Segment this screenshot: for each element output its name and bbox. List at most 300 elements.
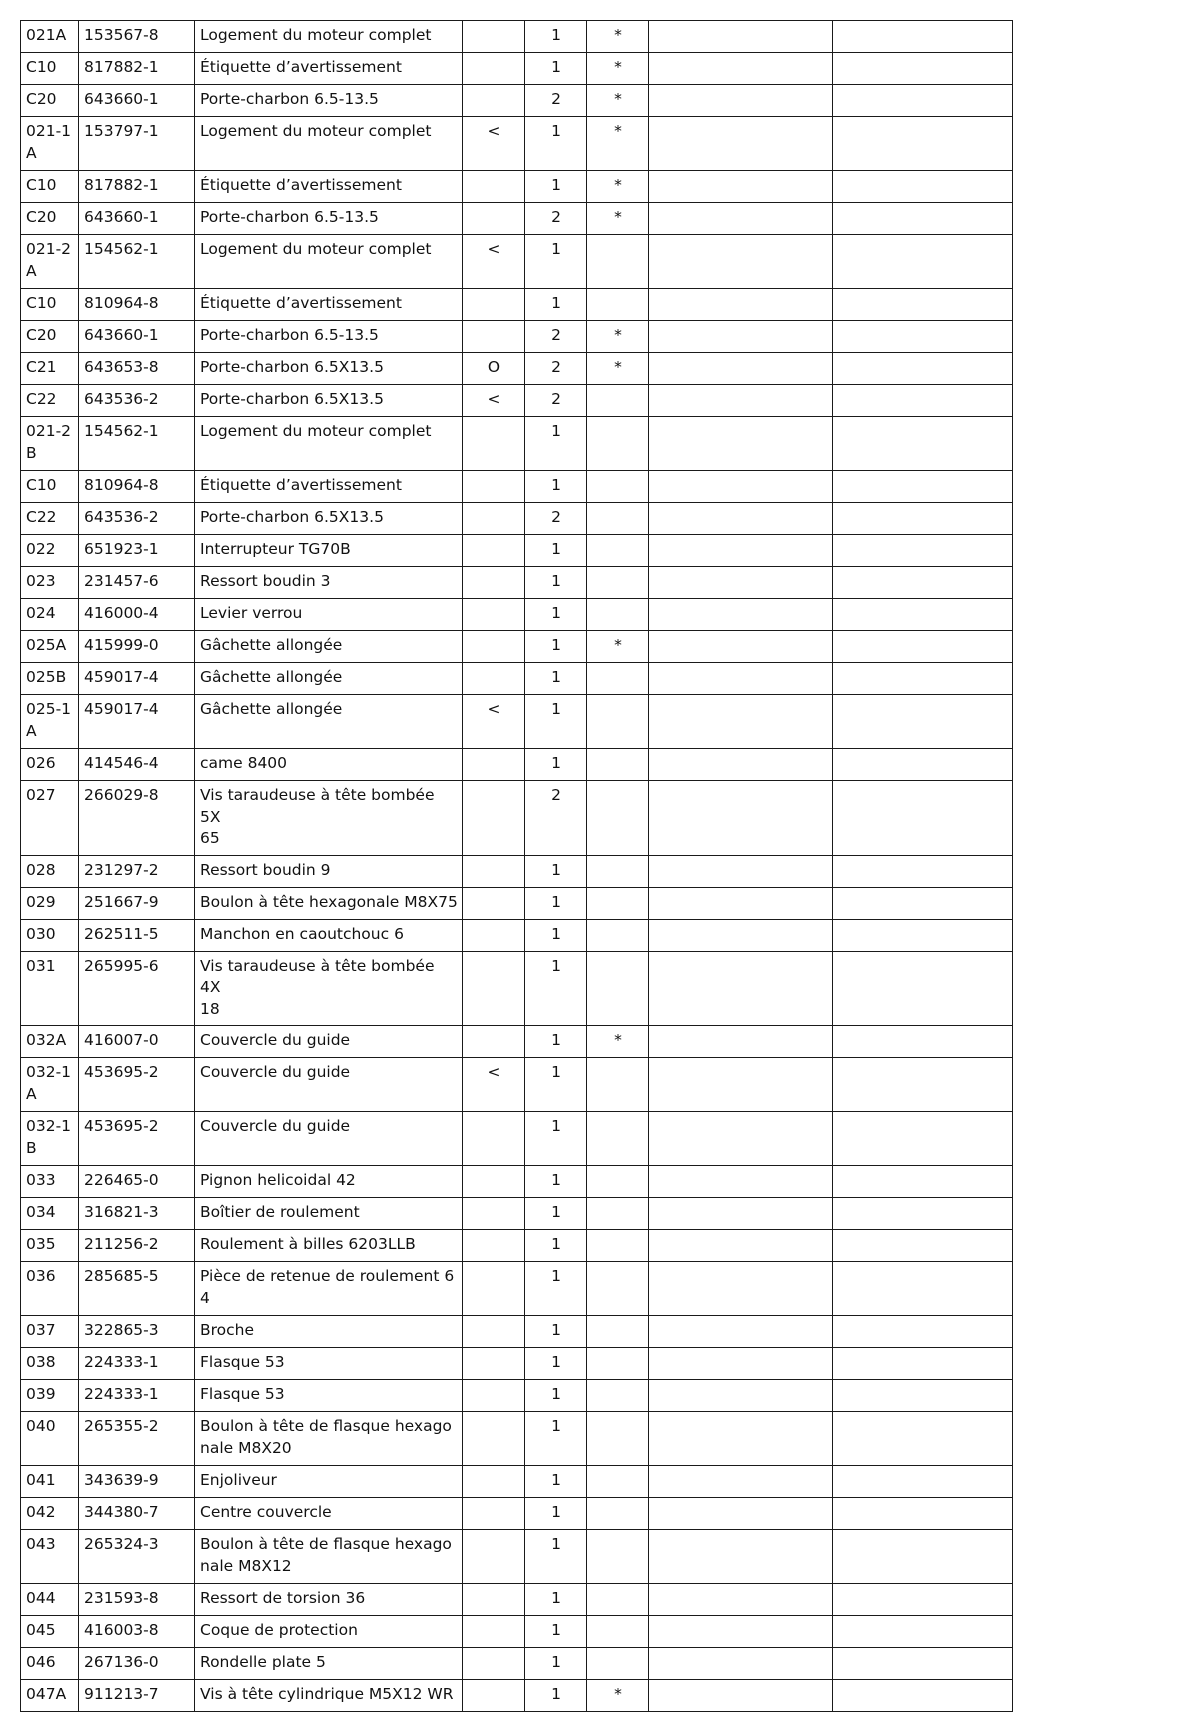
part-number-cell: 343639-9 [79, 1466, 195, 1498]
quantity-cell: 1 [525, 1616, 587, 1648]
empty-cell [649, 503, 833, 535]
note-cell [463, 1198, 525, 1230]
mark-cell [587, 749, 649, 781]
empty-cell [833, 887, 1013, 919]
empty-cell [833, 1584, 1013, 1616]
item-number-cell: 032-1 A [21, 1058, 79, 1112]
empty-cell [833, 535, 1013, 567]
table-row [21, 951, 1013, 1026]
empty-cell [833, 385, 1013, 417]
part-number-cell: 265355-2 [79, 1412, 195, 1466]
note-cell [463, 1680, 525, 1712]
empty-cell [833, 53, 1013, 85]
empty-cell [649, 171, 833, 203]
description-cell: Pièce de retenue de roulement 6 4 [195, 1262, 463, 1316]
table-row [21, 353, 1013, 385]
empty-cell [833, 855, 1013, 887]
empty-cell [833, 289, 1013, 321]
parts-table-body [21, 21, 1013, 1712]
empty-cell [833, 1680, 1013, 1712]
description-cell: Logement du moteur complet [195, 417, 463, 471]
empty-cell [833, 1112, 1013, 1166]
item-number-cell: 043 [21, 1530, 79, 1584]
empty-cell [833, 781, 1013, 856]
quantity-cell: 2 [525, 321, 587, 353]
item-number-cell: 025A [21, 631, 79, 663]
quantity-cell: 1 [525, 1348, 587, 1380]
empty-cell [649, 385, 833, 417]
note-cell [463, 1530, 525, 1584]
mark-cell [587, 471, 649, 503]
item-number-cell: C20 [21, 203, 79, 235]
table-row [21, 663, 1013, 695]
part-number-cell: 643536-2 [79, 385, 195, 417]
empty-cell [649, 1230, 833, 1262]
part-number-cell: 651923-1 [79, 535, 195, 567]
item-number-cell: 021A [21, 21, 79, 53]
part-number-cell: 453695-2 [79, 1058, 195, 1112]
description-cell: Vis taraudeuse à tête bombée 5X 65 [195, 781, 463, 856]
empty-cell [833, 203, 1013, 235]
part-number-cell: 224333-1 [79, 1348, 195, 1380]
mark-cell [587, 1112, 649, 1166]
mark-cell [587, 289, 649, 321]
item-number-cell: 035 [21, 1230, 79, 1262]
mark-cell [587, 1166, 649, 1198]
item-number-cell: 042 [21, 1498, 79, 1530]
mark-cell [587, 1058, 649, 1112]
table-row [21, 503, 1013, 535]
table-row [21, 1648, 1013, 1680]
description-cell: Boulon à tête hexagonale M8X75 [195, 887, 463, 919]
empty-cell [833, 235, 1013, 289]
note-cell [463, 1112, 525, 1166]
description-cell: Ressort boudin 3 [195, 567, 463, 599]
empty-cell [833, 631, 1013, 663]
note-cell [463, 21, 525, 53]
description-cell: Étiquette d’avertissement [195, 471, 463, 503]
note-cell [463, 321, 525, 353]
empty-cell [833, 1616, 1013, 1648]
description-cell: Enjoliveur [195, 1466, 463, 1498]
item-number-cell: 046 [21, 1648, 79, 1680]
empty-cell [649, 1466, 833, 1498]
part-number-cell: 817882-1 [79, 53, 195, 85]
mark-cell [587, 1616, 649, 1648]
empty-cell [649, 289, 833, 321]
table-row [21, 21, 1013, 53]
empty-cell [649, 353, 833, 385]
mark-cell: * [587, 21, 649, 53]
description-cell: Porte-charbon 6.5-13.5 [195, 321, 463, 353]
empty-cell [833, 21, 1013, 53]
note-cell [463, 1026, 525, 1058]
mark-cell [587, 1316, 649, 1348]
empty-cell [649, 1316, 833, 1348]
table-row [21, 321, 1013, 353]
note-cell [463, 919, 525, 951]
part-number-cell: 262511-5 [79, 919, 195, 951]
table-row [21, 567, 1013, 599]
item-number-cell: 033 [21, 1166, 79, 1198]
empty-cell [649, 1498, 833, 1530]
quantity-cell: 1 [525, 21, 587, 53]
quantity-cell: 1 [525, 417, 587, 471]
description-cell: Boulon à tête de flasque hexago nale M8X20 [195, 1412, 463, 1466]
empty-cell [649, 781, 833, 856]
quantity-cell: 1 [525, 663, 587, 695]
item-number-cell: 040 [21, 1412, 79, 1466]
empty-cell [833, 1026, 1013, 1058]
part-number-cell: 416000-4 [79, 599, 195, 631]
mark-cell [587, 1230, 649, 1262]
mark-cell [587, 1348, 649, 1380]
quantity-cell: 1 [525, 1198, 587, 1230]
table-row [21, 53, 1013, 85]
item-number-cell: 025-1 A [21, 695, 79, 749]
table-row [21, 171, 1013, 203]
item-number-cell: 021-2 A [21, 235, 79, 289]
note-cell [463, 887, 525, 919]
empty-cell [833, 663, 1013, 695]
part-number-cell: 231593-8 [79, 1584, 195, 1616]
note-cell [463, 599, 525, 631]
mark-cell: * [587, 203, 649, 235]
empty-cell [833, 749, 1013, 781]
note-cell [463, 171, 525, 203]
empty-cell [833, 1530, 1013, 1584]
quantity-cell: 1 [525, 1648, 587, 1680]
note-cell [463, 1230, 525, 1262]
description-cell: Logement du moteur complet [195, 235, 463, 289]
table-row [21, 1058, 1013, 1112]
empty-cell [649, 1616, 833, 1648]
empty-cell [833, 1380, 1013, 1412]
description-cell: Broche [195, 1316, 463, 1348]
quantity-cell: 1 [525, 1530, 587, 1584]
empty-cell [833, 919, 1013, 951]
empty-cell [833, 1166, 1013, 1198]
empty-cell [649, 1648, 833, 1680]
part-number-cell: 153567-8 [79, 21, 195, 53]
quantity-cell: 2 [525, 385, 587, 417]
table-row [21, 1680, 1013, 1712]
quantity-cell: 1 [525, 1112, 587, 1166]
empty-cell [649, 117, 833, 171]
table-row [21, 1498, 1013, 1530]
quantity-cell: 1 [525, 1026, 587, 1058]
item-number-cell: C22 [21, 385, 79, 417]
description-cell: Porte-charbon 6.5X13.5 [195, 385, 463, 417]
description-cell: Levier verrou [195, 599, 463, 631]
item-number-cell: 025B [21, 663, 79, 695]
quantity-cell: 1 [525, 235, 587, 289]
mark-cell [587, 535, 649, 567]
mark-cell [587, 1648, 649, 1680]
quantity-cell: 1 [525, 919, 587, 951]
empty-cell [833, 1498, 1013, 1530]
description-cell: Vis à tête cylindrique M5X12 WR [195, 1680, 463, 1712]
empty-cell [649, 951, 833, 1026]
description-cell: Gâchette allongée [195, 631, 463, 663]
table-row [21, 631, 1013, 663]
item-number-cell: C20 [21, 321, 79, 353]
empty-cell [833, 695, 1013, 749]
part-number-cell: 810964-8 [79, 289, 195, 321]
item-number-cell: 034 [21, 1198, 79, 1230]
mark-cell: * [587, 117, 649, 171]
empty-cell [833, 1348, 1013, 1380]
description-cell: Pignon helicoidal 42 [195, 1166, 463, 1198]
part-number-cell: 817882-1 [79, 171, 195, 203]
empty-cell [649, 417, 833, 471]
empty-cell [833, 171, 1013, 203]
item-number-cell: 021-2 B [21, 417, 79, 471]
empty-cell [833, 1198, 1013, 1230]
part-number-cell: 911213-7 [79, 1680, 195, 1712]
note-cell [463, 1498, 525, 1530]
part-number-cell: 154562-1 [79, 235, 195, 289]
quantity-cell: 1 [525, 1680, 587, 1712]
description-cell: Vis taraudeuse à tête bombée 4X 18 [195, 951, 463, 1026]
empty-cell [649, 235, 833, 289]
quantity-cell: 2 [525, 85, 587, 117]
description-cell: Manchon en caoutchouc 6 [195, 919, 463, 951]
item-number-cell: C10 [21, 53, 79, 85]
quantity-cell: 2 [525, 781, 587, 856]
table-row [21, 235, 1013, 289]
quantity-cell: 1 [525, 951, 587, 1026]
note-cell [463, 1262, 525, 1316]
quantity-cell: 1 [525, 1380, 587, 1412]
empty-cell [649, 887, 833, 919]
mark-cell [587, 855, 649, 887]
description-cell: Ressort boudin 9 [195, 855, 463, 887]
mark-cell [587, 385, 649, 417]
item-number-cell: C10 [21, 471, 79, 503]
item-number-cell: 029 [21, 887, 79, 919]
description-cell: Boîtier de roulement [195, 1198, 463, 1230]
note-cell [463, 631, 525, 663]
empty-cell [833, 117, 1013, 171]
quantity-cell: 1 [525, 471, 587, 503]
note-cell [463, 289, 525, 321]
table-row [21, 1262, 1013, 1316]
item-number-cell: 041 [21, 1466, 79, 1498]
note-cell [463, 1166, 525, 1198]
item-number-cell: 037 [21, 1316, 79, 1348]
note-cell [463, 85, 525, 117]
part-number-cell: 153797-1 [79, 117, 195, 171]
part-number-cell: 154562-1 [79, 417, 195, 471]
table-row [21, 289, 1013, 321]
quantity-cell: 1 [525, 289, 587, 321]
part-number-cell: 416003-8 [79, 1616, 195, 1648]
description-cell: Porte-charbon 6.5X13.5 [195, 503, 463, 535]
part-number-cell: 459017-4 [79, 695, 195, 749]
description-cell: Rondelle plate 5 [195, 1648, 463, 1680]
mark-cell [587, 599, 649, 631]
note-cell: < [463, 235, 525, 289]
empty-cell [833, 85, 1013, 117]
note-cell: < [463, 695, 525, 749]
note-cell [463, 855, 525, 887]
table-row [21, 599, 1013, 631]
mark-cell [587, 1412, 649, 1466]
mark-cell [587, 1380, 649, 1412]
empty-cell [833, 1262, 1013, 1316]
empty-cell [649, 1112, 833, 1166]
table-row [21, 203, 1013, 235]
mark-cell: * [587, 85, 649, 117]
description-cell: Porte-charbon 6.5X13.5 [195, 353, 463, 385]
table-row [21, 1466, 1013, 1498]
empty-cell [649, 85, 833, 117]
empty-cell [649, 1584, 833, 1616]
part-number-cell: 643660-1 [79, 85, 195, 117]
note-cell: O [463, 353, 525, 385]
table-row [21, 417, 1013, 471]
mark-cell [587, 781, 649, 856]
table-row [21, 919, 1013, 951]
description-cell: Flasque 53 [195, 1380, 463, 1412]
mark-cell [587, 1262, 649, 1316]
note-cell [463, 203, 525, 235]
mark-cell [587, 1198, 649, 1230]
item-number-cell: 044 [21, 1584, 79, 1616]
empty-cell [833, 1316, 1013, 1348]
parts-list-page [20, 20, 982, 1703]
note-cell: < [463, 117, 525, 171]
part-number-cell: 415999-0 [79, 631, 195, 663]
description-cell: Gâchette allongée [195, 663, 463, 695]
empty-cell [649, 1058, 833, 1112]
empty-cell [833, 503, 1013, 535]
description-cell: Logement du moteur complet [195, 21, 463, 53]
empty-cell [649, 919, 833, 951]
quantity-cell: 1 [525, 887, 587, 919]
empty-cell [649, 53, 833, 85]
item-number-cell: C10 [21, 171, 79, 203]
table-row [21, 781, 1013, 856]
item-number-cell: C21 [21, 353, 79, 385]
part-number-cell: 643660-1 [79, 203, 195, 235]
description-cell: Interrupteur TG70B [195, 535, 463, 567]
mark-cell: * [587, 631, 649, 663]
mark-cell [587, 1498, 649, 1530]
item-number-cell: 024 [21, 599, 79, 631]
table-row [21, 117, 1013, 171]
empty-cell [649, 567, 833, 599]
description-cell: Étiquette d’avertissement [195, 53, 463, 85]
quantity-cell: 1 [525, 1412, 587, 1466]
note-cell [463, 1348, 525, 1380]
quantity-cell: 1 [525, 1316, 587, 1348]
quantity-cell: 1 [525, 1466, 587, 1498]
table-row [21, 1380, 1013, 1412]
table-row [21, 1316, 1013, 1348]
description-cell: Porte-charbon 6.5-13.5 [195, 203, 463, 235]
note-cell [463, 1466, 525, 1498]
quantity-cell: 1 [525, 171, 587, 203]
part-number-cell: 224333-1 [79, 1380, 195, 1412]
note-cell [463, 1316, 525, 1348]
note-cell [463, 471, 525, 503]
empty-cell [649, 855, 833, 887]
part-number-cell: 414546-4 [79, 749, 195, 781]
empty-cell [649, 695, 833, 749]
part-number-cell: 810964-8 [79, 471, 195, 503]
note-cell [463, 1616, 525, 1648]
note-cell: < [463, 385, 525, 417]
parts-table [20, 20, 1013, 1712]
empty-cell [649, 1680, 833, 1712]
empty-cell [649, 1262, 833, 1316]
quantity-cell: 1 [525, 1584, 587, 1616]
table-row [21, 1412, 1013, 1466]
empty-cell [649, 1348, 833, 1380]
part-number-cell: 316821-3 [79, 1198, 195, 1230]
empty-cell [833, 951, 1013, 1026]
table-row [21, 855, 1013, 887]
note-cell [463, 567, 525, 599]
quantity-cell: 1 [525, 1058, 587, 1112]
part-number-cell: 251667-9 [79, 887, 195, 919]
quantity-cell: 2 [525, 503, 587, 535]
note-cell [463, 663, 525, 695]
item-number-cell: 036 [21, 1262, 79, 1316]
mark-cell [587, 663, 649, 695]
mark-cell [587, 1584, 649, 1616]
part-number-cell: 322865-3 [79, 1316, 195, 1348]
part-number-cell: 643536-2 [79, 503, 195, 535]
note-cell [463, 53, 525, 85]
table-row [21, 85, 1013, 117]
table-row [21, 695, 1013, 749]
description-cell: Couvercle du guide [195, 1112, 463, 1166]
mark-cell: * [587, 1680, 649, 1712]
item-number-cell: 032-1 B [21, 1112, 79, 1166]
item-number-cell: 027 [21, 781, 79, 856]
item-number-cell: 039 [21, 1380, 79, 1412]
mark-cell [587, 417, 649, 471]
quantity-cell: 1 [525, 567, 587, 599]
quantity-cell: 1 [525, 631, 587, 663]
quantity-cell: 1 [525, 53, 587, 85]
mark-cell [587, 1466, 649, 1498]
note-cell [463, 535, 525, 567]
description-cell: Couvercle du guide [195, 1026, 463, 1058]
note-cell [463, 503, 525, 535]
empty-cell [649, 321, 833, 353]
note-cell [463, 781, 525, 856]
quantity-cell: 2 [525, 353, 587, 385]
item-number-cell: 030 [21, 919, 79, 951]
item-number-cell: 032A [21, 1026, 79, 1058]
quantity-cell: 1 [525, 1166, 587, 1198]
part-number-cell: 344380-7 [79, 1498, 195, 1530]
part-number-cell: 265324-3 [79, 1530, 195, 1584]
item-number-cell: 026 [21, 749, 79, 781]
table-row [21, 1530, 1013, 1584]
note-cell [463, 1648, 525, 1680]
mark-cell [587, 887, 649, 919]
item-number-cell: C20 [21, 85, 79, 117]
table-row [21, 1348, 1013, 1380]
empty-cell [833, 321, 1013, 353]
description-cell: Couvercle du guide [195, 1058, 463, 1112]
empty-cell [649, 535, 833, 567]
